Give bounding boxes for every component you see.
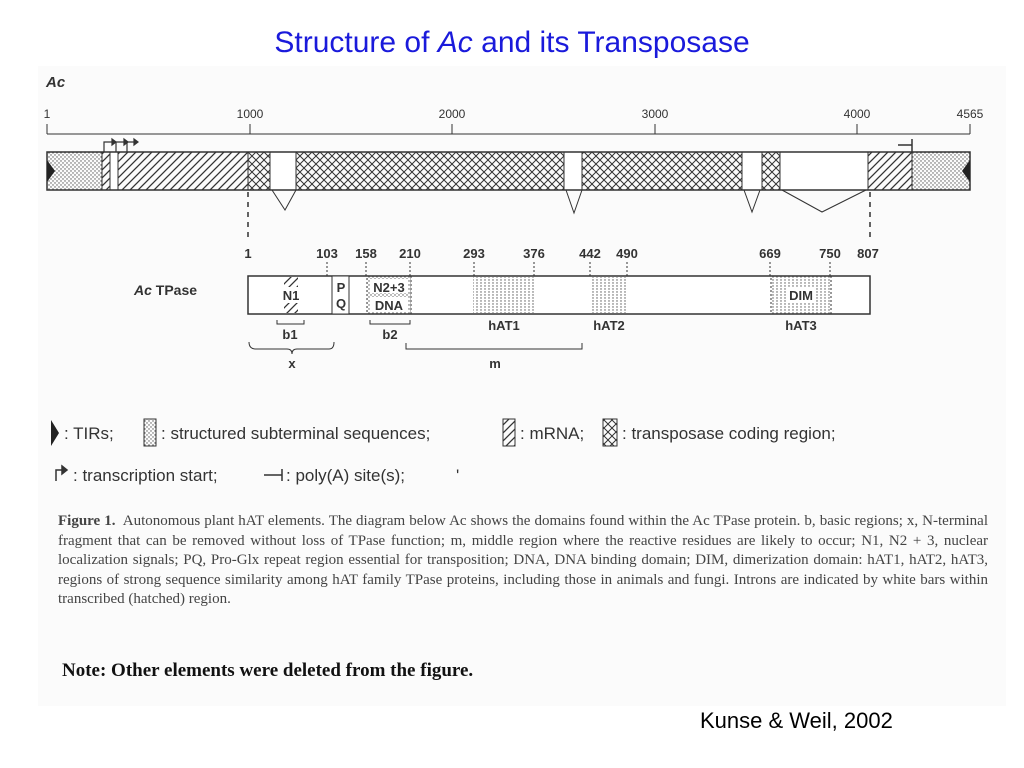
subterminal-legend-icon <box>144 419 156 446</box>
scale-tick-label: 4000 <box>843 107 871 121</box>
title-italic: Ac <box>437 26 473 59</box>
tpase-positions <box>244 246 878 261</box>
legend-mrna-text: : mRNA; <box>520 424 585 443</box>
bracket-b1-label: b1 <box>282 327 298 342</box>
legend-stray-mark: ' <box>456 466 460 485</box>
polya-legend-icon <box>264 469 282 481</box>
tpase-region-labels <box>488 318 817 333</box>
projection-lines <box>248 192 870 240</box>
scale-axis <box>47 124 970 134</box>
legend-coding-text: : transposase coding region; <box>622 424 836 443</box>
scale-ticks <box>44 107 984 121</box>
polya-site-marker <box>898 139 912 152</box>
coding-region-legend-icon <box>603 419 617 446</box>
legend-subterminal-text: : structured subterminal sequences; <box>161 424 431 443</box>
domain-q-label: Q <box>335 296 347 311</box>
domain-p-label: P <box>336 280 346 295</box>
bracket-b2-label: b2 <box>382 327 398 342</box>
bracket-x-label: x <box>288 356 296 371</box>
tpase-position-label: 293 <box>463 246 485 261</box>
tpase-position-label: 1 <box>244 246 252 261</box>
scale-tick-label: 1 <box>43 107 51 121</box>
scale-tick-label: 1000 <box>236 107 264 121</box>
tpase-position-ticks <box>327 262 830 276</box>
legend-polya-text: : poly(A) site(s); <box>286 466 406 485</box>
tpase-position-label: 669 <box>759 246 781 261</box>
domain-dim-label: DIM <box>789 288 813 303</box>
bracket-m-label: m <box>489 356 501 371</box>
figure-caption-label: Figure 1. <box>58 513 116 529</box>
legend-tx-start-text: : transcription start; <box>73 466 218 485</box>
tpase-position-label: 158 <box>355 246 377 261</box>
tpase-position-label: 807 <box>857 246 879 261</box>
mrna-legend-icon <box>503 419 515 446</box>
tpase-label-italic: Ac <box>134 282 152 298</box>
tpase-label-rest: TPase <box>151 282 198 298</box>
region-hat3-label: hAT3 <box>785 318 817 333</box>
legend <box>51 419 836 485</box>
ac-element-label: Ac <box>46 74 66 91</box>
intron-splice-lines <box>272 190 866 213</box>
figure-caption <box>58 512 988 610</box>
tpase-position-label: 103 <box>316 246 338 261</box>
ac-element-bar <box>47 152 970 190</box>
tpase-position-label: 376 <box>523 246 545 261</box>
title-suffix: and its Transposase <box>472 26 750 59</box>
tpase-brackets <box>249 320 582 354</box>
domain-n1-label: N1 <box>282 288 300 303</box>
tir-legend-icon <box>51 420 59 446</box>
domain-dna-label: DNA <box>374 298 404 313</box>
deletion-note: Note: Other elements were deleted from the figure. <box>62 660 474 681</box>
scale-tick-label: 4565 <box>956 107 984 121</box>
figure-caption-text: Autonomous plant hAT elements. The diagram below Ac shows the domains found within the Ac TPase protein. b, basic regions; x, N-terminal fragment that can be removed without loss of TPase function; m, middle region where the reactive residues are likely to occur; N1, N2 + 3, nuclear localization signals; PQ, Pro-Glx repeat region essential for transposition; DNA, DNA binding domain; DIM, dimerization domain: hAT1, hAT2, hAT3, regions of strong sequence similarity among hAT family TPase proteins, including those in animals and fungi. Introns are indicated by white bars within transcribed (hatched) region. <box>58 513 988 607</box>
region-hat1-label: hAT1 <box>488 318 520 333</box>
legend-tirs-text: : TIRs; <box>64 424 114 443</box>
tpase-position-label: 750 <box>819 246 841 261</box>
transcription-start-legend-icon <box>56 466 67 481</box>
domain-n23-label: N2+3 <box>373 280 405 295</box>
region-hat2-label: hAT2 <box>593 318 625 333</box>
tpase-position-label: 210 <box>399 246 421 261</box>
transcription-start-arrows <box>104 139 138 152</box>
title-prefix: Structure of <box>274 26 438 59</box>
scale-tick-label: 2000 <box>438 107 466 121</box>
citation: Kunse & Weil, 2002 <box>700 708 893 733</box>
tpase-label <box>133 282 197 298</box>
scale-tick-label: 3000 <box>641 107 669 121</box>
tpase-position-label: 442 <box>579 246 601 261</box>
tpase-position-label: 490 <box>616 246 638 261</box>
